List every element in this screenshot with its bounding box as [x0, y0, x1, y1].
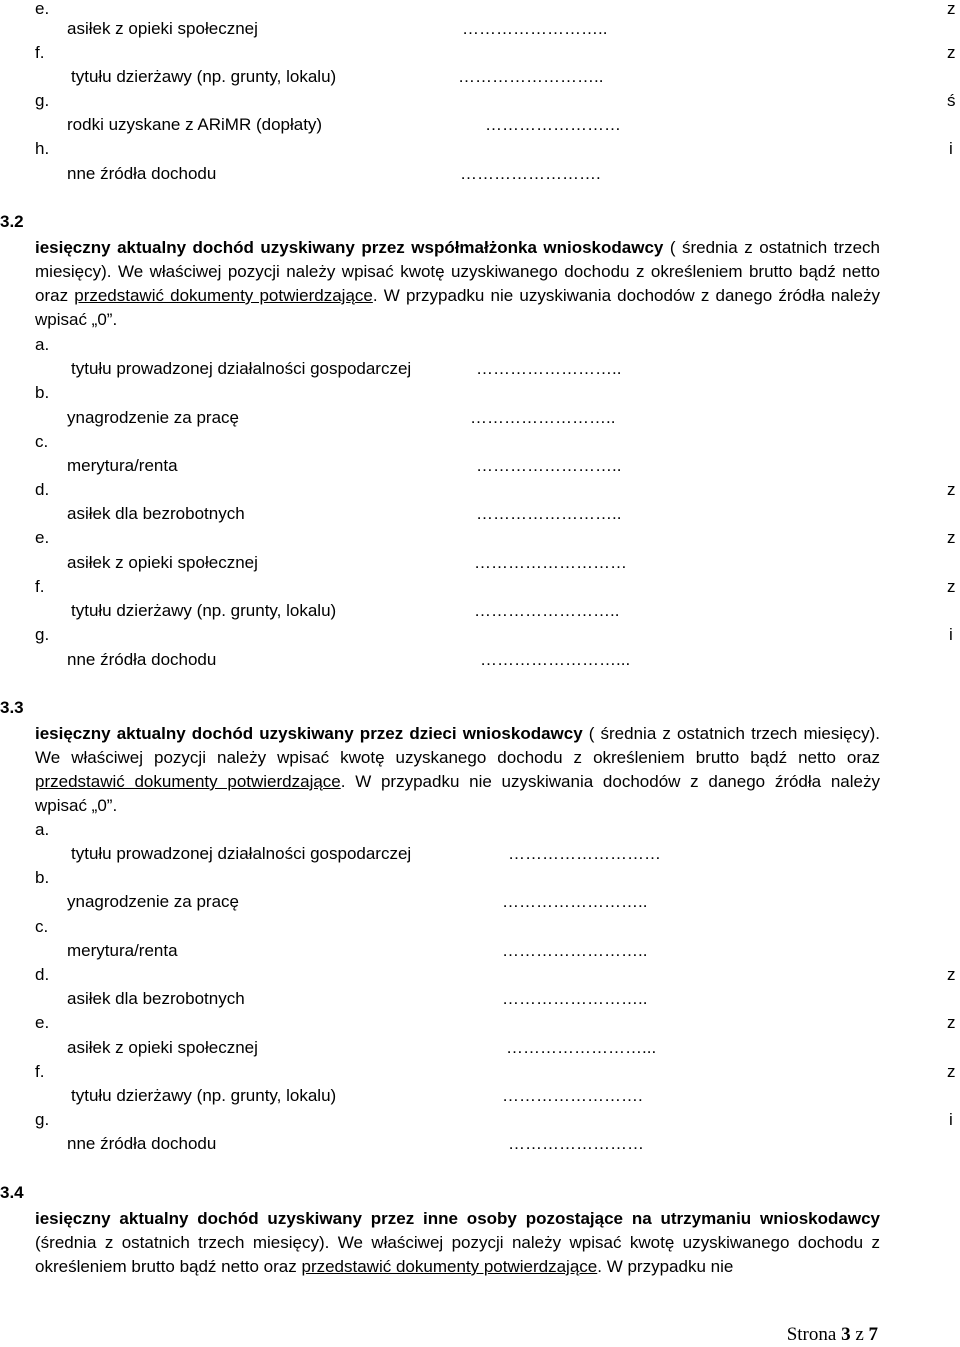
item-letter: f.: [35, 1062, 45, 1081]
item-letter: e.: [35, 1013, 50, 1032]
footer-separator: z: [850, 1324, 869, 1345]
item-label: tytułu prowadzonej działalności gospodarczej: [71, 844, 412, 863]
item-label: merytura/renta: [67, 941, 178, 960]
item-label: nne źródła dochodu: [67, 164, 217, 183]
item-label: nne źródła dochodu: [67, 650, 217, 669]
documents-link-text: przedstawić dokumenty potwierdzające: [301, 1257, 598, 1276]
item-letter: g.: [35, 1110, 50, 1129]
item-label: rodki uzyskane z ARiMR (dopłaty): [67, 115, 323, 134]
item-label: tytułu dzierżawy (np. grunty, lokalu): [71, 601, 337, 620]
instruction-text: We właściwej pozycji należy wpisać kwotę uzyskanego dochodu z określeniem brutto bądź netto oraz: [35, 748, 880, 767]
instruction-text-end: . W przypadku nie uzyskiwania dochodów z danego źródła należy wpisać „0”.: [35, 286, 880, 329]
section-heading-rest: (średnia z ostatnich trzech miesięcy). We właściwej pozycji należy wpisać kwotę uzyskiwanego dochodu z określeniem brutto bądź netto oraz: [35, 1233, 880, 1276]
item-dots: ……………………..: [476, 456, 622, 475]
page-footer: [787, 1323, 878, 1347]
item-label: tytułu prowadzonej działalności gospodarczej: [71, 359, 412, 378]
section-description: [35, 1207, 880, 1279]
item-side-mark: i: [949, 1110, 953, 1129]
item-letter: b.: [35, 868, 50, 887]
item-letter: d.: [35, 965, 50, 984]
item-label: merytura/renta: [67, 456, 178, 475]
item-letter: h.: [35, 139, 50, 158]
item-dots: …………………….: [502, 1086, 643, 1105]
item-side-mark: z: [947, 1013, 956, 1032]
item-dots: ………………………: [508, 844, 661, 863]
item-letter: d.: [35, 480, 50, 499]
section-heading: iesięczny aktualny dochód uzyskiwany przez dzieci wnioskodawcy: [35, 724, 583, 743]
total-pages-number: 7: [868, 1324, 878, 1345]
item-dots: ……………………..: [470, 408, 616, 427]
instruction-text-end: . W przypadku nie uzyskiwania dochodów z danego źródła należy wpisać „0”.: [35, 772, 880, 815]
section-number: 3.3: [0, 698, 24, 717]
item-label: asiłek z opieki społecznej: [67, 1038, 258, 1057]
section-number: 3.4: [0, 1183, 24, 1202]
item-letter: g.: [35, 625, 50, 644]
item-letter: e.: [35, 528, 50, 547]
section-heading: iesięczny aktualny dochód uzyskiwany przez inne osoby pozostające na utrzymaniu wnioskodawcy: [35, 1209, 880, 1228]
item-dots: ……………………..: [502, 989, 648, 1008]
item-label: tytułu dzierżawy (np. grunty, lokalu): [71, 67, 337, 86]
item-dots: ……………………..: [502, 892, 648, 911]
item-dots: ……………………..: [476, 359, 622, 378]
item-letter: f.: [35, 577, 45, 596]
item-side-mark: z: [947, 1062, 956, 1081]
item-dots: ……………………: [508, 1134, 644, 1153]
section-number: 3.2: [0, 212, 24, 231]
item-side-mark: z: [947, 577, 956, 596]
item-label: asiłek z opieki społecznej: [67, 19, 258, 38]
item-label: tytułu dzierżawy (np. grunty, lokalu): [71, 1086, 337, 1105]
section-heading-rest: ( średnia z ostatnich trzech miesięcy).: [35, 238, 881, 281]
item-side-mark: i: [949, 625, 953, 644]
item-side-mark: z: [947, 528, 956, 547]
item-label: asiłek z opieki społecznej: [67, 553, 258, 572]
item-side-mark: z: [947, 480, 956, 499]
instruction-text-end: . W przypadku nie: [597, 1257, 734, 1276]
item-letter: a.: [35, 820, 50, 839]
item-letter: c.: [35, 917, 49, 936]
item-side-mark: z: [947, 0, 956, 18]
item-letter: a.: [35, 335, 50, 354]
section-heading-rest: ( średnia z ostatnich trzech miesięcy).: [582, 724, 880, 743]
item-side-mark: z: [947, 43, 956, 62]
section-description: [35, 722, 880, 818]
item-letter: e.: [35, 0, 50, 18]
documents-link-text: przedstawić dokumenty potwierdzające: [35, 772, 341, 791]
item-dots: ……………………...: [480, 650, 631, 669]
footer-prefix: Strona: [786, 1324, 842, 1345]
item-letter: c.: [35, 432, 49, 451]
item-dots: ………………………: [474, 553, 627, 572]
item-side-mark: ś: [947, 91, 956, 110]
item-letter: g.: [35, 91, 50, 110]
item-side-mark: z: [947, 965, 956, 984]
item-dots: ……………………: [485, 115, 621, 134]
item-dots: ……………………..: [458, 67, 604, 86]
item-letter: b.: [35, 383, 50, 402]
documents-link-text: przedstawić dokumenty potwierdzające: [74, 286, 373, 305]
item-dots: ……………………..: [474, 601, 620, 620]
item-label: asiłek dla bezrobotnych: [67, 989, 245, 1008]
section-description: [35, 236, 880, 332]
item-side-mark: i: [949, 139, 953, 158]
item-dots: ……………………..: [476, 504, 622, 523]
item-label: nne źródła dochodu: [67, 1134, 217, 1153]
item-dots: ……………………..: [462, 19, 608, 38]
item-label: ynagrodzenie za pracę: [67, 408, 240, 427]
instruction-text: We właściwej pozycji należy wpisać kwotę uzyskiwanego dochodu z określeniem brutto bądź netto oraz: [35, 262, 880, 305]
item-dots: ……………………...: [506, 1038, 657, 1057]
item-label: ynagrodzenie za pracę: [67, 892, 240, 911]
item-dots: …………………….: [460, 164, 601, 183]
current-page-number: 3: [841, 1324, 851, 1345]
item-letter: f.: [35, 43, 45, 62]
item-label: asiłek dla bezrobotnych: [67, 504, 245, 523]
section-heading: iesięczny aktualny dochód uzyskiwany przez współmałżonka wnioskodawcy: [35, 238, 664, 257]
item-dots: ……………………..: [502, 941, 648, 960]
